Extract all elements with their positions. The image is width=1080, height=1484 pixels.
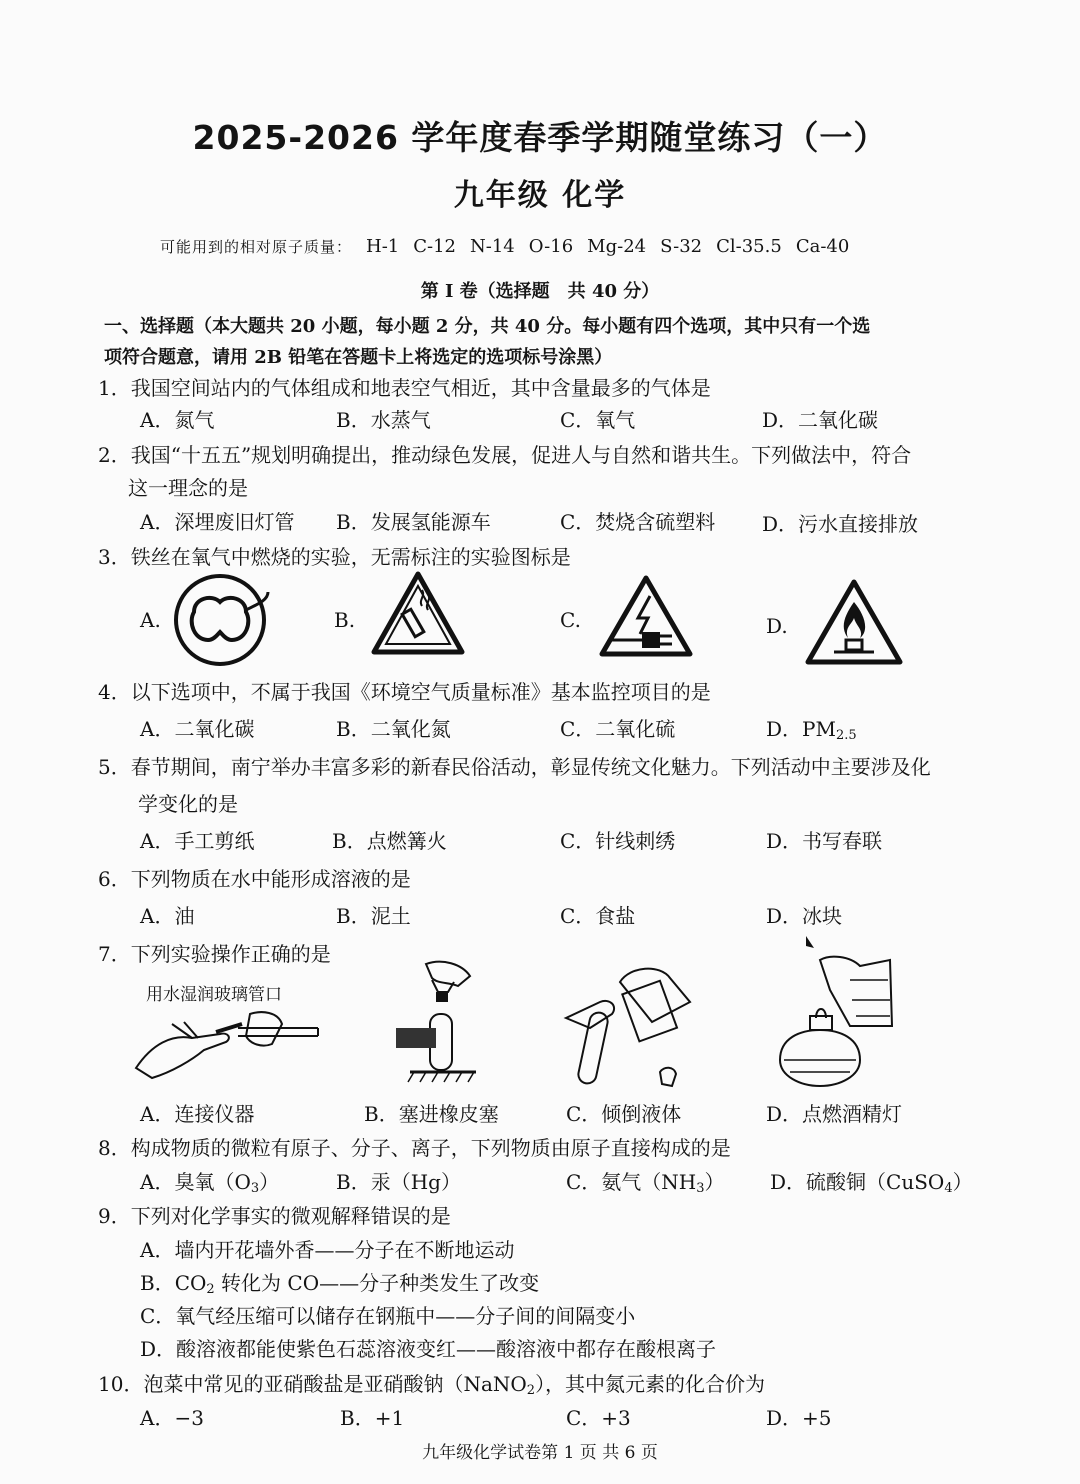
q7-image-caption: 用水湿润玻璃管口 — [146, 985, 282, 1005]
q6-option-c: C．食盐 — [560, 904, 636, 928]
q8-option-c-close: ） — [704, 1170, 725, 1194]
q9-option-d: D．酸溶液都能使紫色石蕊溶液变红——酸溶液中都存在酸根离子 — [140, 1337, 717, 1361]
q8-option-c-subscript: 3 — [696, 1181, 705, 1196]
page-title: 2025-2026 学年度春季学期随堂练习（一） — [192, 118, 888, 157]
q1-option-b: B．水蒸气 — [336, 408, 431, 432]
q4-option-a: A．二氧化碳 — [140, 717, 255, 741]
q10-option-b: B．+1 — [340, 1406, 405, 1430]
section-intro-line: 项符合题意，请用 2B 铅笔在答题卡上将选定的选项标号涂黑） — [104, 347, 613, 368]
q2-option-a: A．深埋废旧灯管 — [140, 510, 295, 534]
q5-option-a: A．手工剪纸 — [140, 829, 255, 853]
mass-item: N-14 — [470, 236, 515, 257]
question-5-stem-cont: 学变化的是 — [138, 792, 238, 816]
q7-option-c: C．倾倒液体 — [566, 1102, 682, 1126]
question-6-stem: 6．下列物质在水中能形成溶液的是 — [98, 867, 411, 891]
mass-item: C-12 — [413, 236, 457, 257]
mass-item: H-1 — [366, 236, 400, 257]
q5-option-d: D．书写春联 — [766, 829, 883, 853]
page-footer: 九年级化学试卷第 1 页 共 6 页 — [422, 1443, 658, 1463]
question-3-stem: 3．铁丝在氧气中燃烧的实验，无需标注的实验图标是 — [98, 545, 571, 569]
q6-option-d: D．冰块 — [766, 904, 843, 928]
hot-object-warning-icon — [370, 570, 466, 658]
electrical-hazard-icon — [598, 574, 694, 660]
q8-option-d-subscript: 4 — [944, 1181, 953, 1196]
q8-option-a-text: A．臭氧（O — [140, 1170, 251, 1194]
q9-option-b — [140, 1267, 539, 1297]
q2-option-b: B．发展氢能源车 — [336, 510, 491, 534]
question-4-stem: 4．以下选项中，不属于我国《环境空气质量标准》基本监控项目的是 — [98, 680, 711, 704]
question-8-stem: 8．构成物质的微粒有原子、分子、离子，下列物质由原子直接构成的是 — [98, 1136, 731, 1160]
atomic-masses — [160, 236, 1040, 257]
q6-option-b: B．泥土 — [336, 904, 411, 928]
question-2-stem: 2．我国“十五五”规划明确提出，推动绿色发展，促进人与自然和谐共生。下列做法中，符合 — [98, 443, 912, 467]
q10-option-c: C．+3 — [566, 1406, 631, 1430]
question-7-stem: 7．下列实验操作正确的是 — [98, 942, 331, 966]
q5-option-c: C．针线刺绣 — [560, 829, 676, 853]
q1-option-d: D．二氧化碳 — [762, 408, 879, 432]
q8-option-a — [140, 1166, 279, 1196]
q10-option-d: D．+5 — [766, 1406, 832, 1430]
q9-option-b-subscript: 2 — [206, 1282, 215, 1297]
question-10-stem — [98, 1368, 765, 1398]
q3-option-d: D. — [766, 614, 788, 638]
light-alcohol-lamp-illustration — [760, 930, 910, 1098]
q8-option-d-text: D．硫酸铜（CuSO — [770, 1170, 945, 1194]
page-subtitle: 九年级 化学 — [453, 178, 627, 213]
q8-option-a-close: ） — [259, 1170, 280, 1194]
q8-option-d-close: ） — [952, 1170, 973, 1194]
q9-option-a: A．墙内开花墙外香——分子在不断地运动 — [140, 1238, 515, 1262]
q10-stem-text: 10．泡菜中常见的亚硝酸盐是亚硝酸钠（NaNO — [98, 1372, 527, 1396]
q5-option-b: B．点燃篝火 — [332, 829, 447, 853]
q1-option-a: A．氮气 — [140, 408, 215, 432]
mass-item: Ca-40 — [795, 236, 850, 257]
section-title: 第 I 卷（选择题 共 40 分） — [420, 281, 660, 302]
connect-apparatus-illustration — [132, 1004, 322, 1084]
q3-option-a: A. — [140, 608, 161, 632]
mass-item: Mg-24 — [587, 236, 647, 257]
q7-option-a: A．连接仪器 — [140, 1102, 255, 1126]
insert-rubber-stopper-illustration — [386, 958, 486, 1090]
q9-option-c: C．氧气经压缩可以储存在钢瓶中——分子间的间隔变小 — [140, 1304, 636, 1328]
question-9-stem: 9．下列对化学事实的微观解释错误的是 — [98, 1204, 451, 1228]
q3-option-c: C. — [560, 608, 581, 632]
q8-option-a-subscript: 3 — [250, 1181, 260, 1196]
goggles-icon — [172, 570, 272, 670]
q8-option-c-text: C．氨气（NH — [566, 1170, 697, 1194]
q4-option-d-subscript: 2.5 — [835, 728, 857, 743]
q9-option-b-text: B．CO — [140, 1271, 207, 1295]
q10-option-a: A．−3 — [140, 1406, 204, 1430]
q7-option-d: D．点燃酒精灯 — [766, 1102, 903, 1126]
q7-option-b: B．塞进橡皮塞 — [364, 1102, 499, 1126]
mass-item: O-16 — [528, 236, 574, 257]
atomic-masses-label: 可能用到的相对原子质量： — [160, 238, 353, 256]
mass-item: S-32 — [660, 236, 703, 257]
q8-option-b: B．汞（Hg） — [336, 1170, 461, 1194]
q6-option-a: A．油 — [140, 904, 195, 928]
q2-option-c: C．焚烧含硫塑料 — [560, 510, 716, 534]
question-1-stem: 1．我国空间站内的气体组成和地表空气相近，其中含量最多的气体是 — [98, 376, 711, 400]
section-intro-line: 一、选择题（本大题共 20 小题，每小题 2 分，共 40 分。每小题有四个选项，其中只有一个选 — [104, 316, 871, 337]
q8-option-d — [770, 1166, 973, 1196]
q1-option-c: C．氧气 — [560, 408, 636, 432]
q4-option-c: C．二氧化硫 — [560, 717, 676, 741]
open-flame-warning-icon — [804, 578, 904, 668]
q3-option-b: B. — [334, 608, 356, 632]
q2-option-d: D．污水直接排放 — [762, 512, 919, 536]
q4-option-d — [766, 713, 857, 743]
q4-option-b: B．二氧化氮 — [336, 717, 451, 741]
question-2-stem-cont: 这一理念的是 — [128, 476, 248, 500]
mass-item: Cl-35.5 — [716, 236, 782, 257]
section-intro — [104, 311, 1024, 373]
question-5-stem: 5．春节期间，南宁举办丰富多彩的新春民俗活动，彰显传统文化魅力。下列活动中主要涉及化 — [98, 755, 931, 779]
pour-liquid-illustration — [560, 962, 700, 1092]
q9-option-b-rest: 转化为 CO——分子种类发生了改变 — [214, 1271, 540, 1295]
q4-option-d-text: D．PM — [766, 717, 836, 741]
q10-stem-subscript: 2 — [526, 1383, 536, 1398]
q8-option-c — [566, 1166, 725, 1196]
q10-stem-rest: ），其中氮元素的化合价为 — [535, 1372, 766, 1396]
